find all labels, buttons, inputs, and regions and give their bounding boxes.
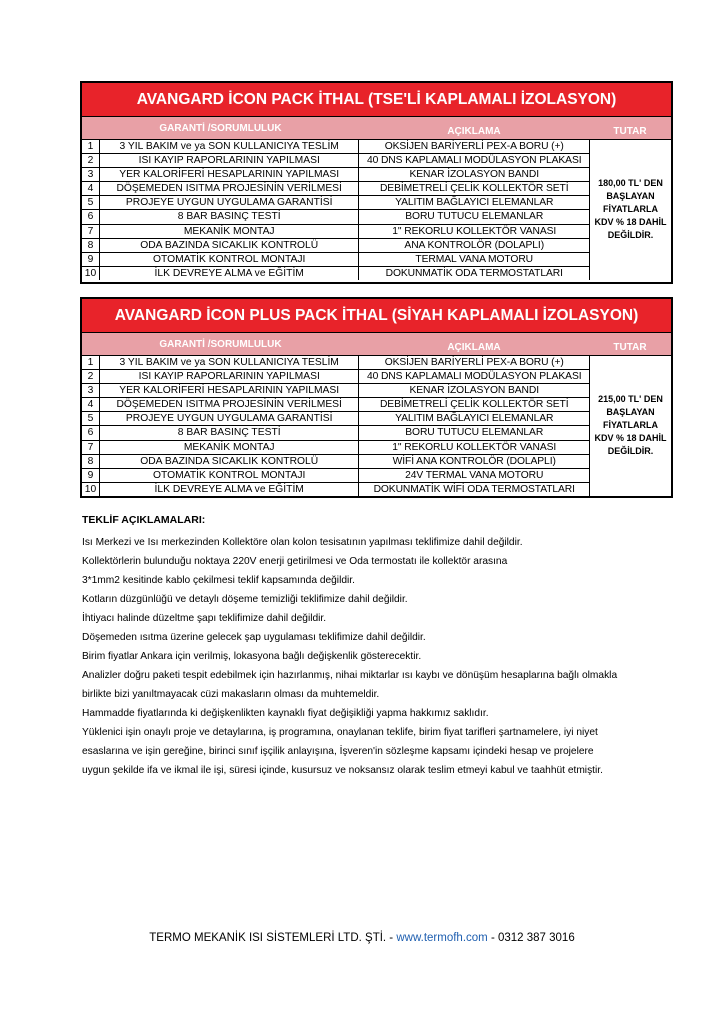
row-number: 3 xyxy=(82,168,100,181)
notes-title: TEKLİF AÇIKLAMALARI: xyxy=(82,514,206,526)
note-line: Hammadde fiyatlarında ki değişkenlikten kaynaklı fiyat değişikliği yapma hakkımız saklıdır. xyxy=(82,708,489,719)
footer-phone: - 0312 387 3016 xyxy=(490,932,575,944)
note-line: Yüklenici işin onaylı proje ve detaylarına, iş programına, onaylanan teklife, birim fiyat tarifleri şartnamelere, iyi niyet xyxy=(82,727,598,738)
footer-company: TERMO MEKANİK ISI SİSTEMLERİ LTD. ŞTİ. - xyxy=(149,932,394,944)
footer xyxy=(0,932,724,944)
row-number: 10 xyxy=(82,483,100,496)
footer-website-link[interactable]: www.termofh.com xyxy=(396,932,488,944)
price-cell: 180,00 TL' DEN BAŞLAYAN FİYATLARLA KDV % 18 DAHİL DEĞİLDİR. xyxy=(589,140,671,280)
row-warranty: DÖŞEMEDEN ISITMA PROJESİNİN VERİLMESİ xyxy=(100,182,359,195)
note-line: Kollektörlerin bulunduğu noktaya 220V enerji getirilmesi ve Oda termostatı ile kollektör arasına xyxy=(82,556,508,567)
row-description: TERMAL VANA MOTORU xyxy=(415,253,534,265)
table-row xyxy=(82,225,589,239)
table-row xyxy=(82,455,589,469)
row-warranty: ISI KAYIP RAPORLARININ YAPILMASI xyxy=(100,154,359,167)
row-number: 8 xyxy=(82,239,100,252)
table-row xyxy=(82,356,589,370)
note-line: Kotların düzgünlüğü ve detaylı döşeme temizliği teklifimize dahil değildir. xyxy=(82,594,408,605)
table-row xyxy=(82,469,589,483)
row-description: YALITIM BAĞLAYICI ELEMANLAR xyxy=(395,197,554,209)
header-price: TUTAR xyxy=(613,125,647,137)
table-header xyxy=(82,333,671,356)
row-number: 10 xyxy=(82,267,100,280)
table-row xyxy=(82,483,589,496)
row-warranty: DÖŞEMEDEN ISITMA PROJESİNİN VERİLMESİ xyxy=(100,398,359,411)
row-description: 24V TERMAL VANA MOTORU xyxy=(405,469,544,481)
header-description: AÇIKLAMA xyxy=(447,125,501,137)
row-description: BORU TUTUCU ELEMANLAR xyxy=(405,211,544,223)
row-description: 1" REKORLU KOLLEKTÖR VANASI xyxy=(392,441,557,453)
table-header xyxy=(82,117,671,140)
row-description: 1" REKORLU KOLLEKTÖR VANASI xyxy=(392,225,557,237)
row-number: 5 xyxy=(82,196,100,209)
row-warranty: YER KALORİFERİ HESAPLARININ YAPILMASI xyxy=(100,168,359,181)
package-table-icon-pack xyxy=(80,81,673,284)
table-row xyxy=(82,398,589,412)
table-rows xyxy=(82,140,589,280)
row-warranty: İLK DEVREYE ALMA ve EĞİTİM xyxy=(100,483,359,496)
table-row xyxy=(82,239,589,253)
row-description: 40 DNS KAPLAMALI MODÜLASYON PLAKASI xyxy=(366,371,582,383)
row-description: OKSİJEN BARİYERLİ PEX-A BORU (+) xyxy=(384,141,564,152)
row-warranty: MEKANİK MONTAJ xyxy=(100,225,359,238)
note-line: birlikte bizi yanıltmayacak cüzi makasların olması da muhtemeldir. xyxy=(82,689,380,700)
table-row xyxy=(82,182,589,196)
table-row xyxy=(82,267,589,280)
offer-notes xyxy=(82,514,682,780)
row-description: OKSİJEN BARİYERLİ PEX-A BORU (+) xyxy=(384,357,564,368)
note-line: Analizler doğru paketi tespit edebilmek için hazırlanmış, nihai miktarlar ısı kaybı ve dönüşüm hesaplarına bağlı olmakla xyxy=(82,670,618,681)
row-warranty: ODA BAZINDA SICAKLIK KONTROLÜ xyxy=(100,239,359,252)
row-warranty: İLK DEVREYE ALMA ve EĞİTİM xyxy=(100,267,359,280)
header-warranty: GARANTİ /SORUMLULUK xyxy=(159,122,282,134)
row-warranty: ISI KAYIP RAPORLARININ YAPILMASI xyxy=(100,370,359,383)
row-description: KENAR İZOLASYON BANDI xyxy=(409,385,539,397)
note-line: esaslarına ve işin gereğine, birinci sınıf işçilik anlayışına, İşveren'in sözleşme kapsamı içindeki hesap ve projelere xyxy=(82,746,594,757)
row-number: 5 xyxy=(82,412,100,425)
row-number: 3 xyxy=(82,384,100,397)
row-number: 9 xyxy=(82,469,100,482)
row-description: DOKUNMATİK WİFİ ODA TERMOSTATLARI xyxy=(373,483,575,495)
table-row xyxy=(82,140,589,154)
package-title: AVANGARD İCON PLUS PACK İTHAL (SİYAH KAPLAMALI İZOLASYON) xyxy=(82,299,671,333)
row-number: 6 xyxy=(82,210,100,223)
row-warranty: OTOMATİK KONTROL MONTAJI xyxy=(100,469,359,482)
row-number: 8 xyxy=(82,455,100,468)
note-line: 3*1mm2 kesitinde kablo çekilmesi teklif kapsamında değildir. xyxy=(82,575,355,586)
table-row xyxy=(82,210,589,224)
row-warranty: ODA BAZINDA SICAKLIK KONTROLÜ xyxy=(100,455,359,468)
row-warranty: 8 BAR BASINÇ TESTİ xyxy=(100,210,359,223)
package-title: AVANGARD İCON PACK İTHAL (TSE'Lİ KAPLAMALI İZOLASYON) xyxy=(82,83,671,117)
table-row xyxy=(82,154,589,168)
row-warranty: PROJEYE UYGUN UYGULAMA GARANTİSİ xyxy=(100,412,359,425)
row-number: 1 xyxy=(82,140,100,153)
row-number: 4 xyxy=(82,182,100,195)
row-description: YALITIM BAĞLAYICI ELEMANLAR xyxy=(395,413,554,425)
package-table-icon-plus-pack xyxy=(80,297,673,498)
row-number: 2 xyxy=(82,154,100,167)
row-warranty: OTOMATİK KONTROL MONTAJI xyxy=(100,253,359,266)
note-line: Isı Merkezi ve Isı merkezinden Kollektöre olan kolon tesisatının yapılması teklifimize dahil değildir. xyxy=(82,537,523,548)
row-warranty: YER KALORİFERİ HESAPLARININ YAPILMASI xyxy=(100,384,359,397)
row-number: 9 xyxy=(82,253,100,266)
table-row xyxy=(82,253,589,267)
row-warranty: 8 BAR BASINÇ TESTİ xyxy=(100,426,359,439)
row-number: 4 xyxy=(82,398,100,411)
price-cell: 215,00 TL' DEN BAŞLAYAN FİYATLARLA KDV % 18 DAHİL DEĞİLDİR. xyxy=(589,356,671,496)
table-row xyxy=(82,426,589,440)
row-number: 7 xyxy=(82,225,100,238)
note-line: Döşemeden ısıtma üzerine gelecek şap uygulaması teklifimize dahil değildir. xyxy=(82,632,426,643)
row-warranty: MEKANİK MONTAJ xyxy=(100,441,359,454)
note-line: İhtiyacı halinde düzeltme şapı teklifimize dahil değildir. xyxy=(82,613,327,624)
table-row xyxy=(82,412,589,426)
row-description: ANA KONTROLÖR (DOLAPLI) xyxy=(404,239,545,251)
note-line: Birim fiyatlar Ankara için verilmiş, lokasyona bağlı değişkenlik gösterecektir. xyxy=(82,651,422,662)
table-rows xyxy=(82,356,589,496)
table-row xyxy=(82,168,589,182)
row-warranty: 3 YIL BAKIM ve ya SON KULLANICIYA TESLİM xyxy=(100,356,359,369)
note-line: uygun şekilde ifa ve ikmal ile işi, süresi içinde, kusursuz ve noksansız olarak teslim etmeyi kabul ve taahhüt etmiştir. xyxy=(82,765,603,776)
row-number: 1 xyxy=(82,356,100,369)
row-warranty: 3 YIL BAKIM ve ya SON KULLANICIYA TESLİM xyxy=(100,140,359,153)
table-row xyxy=(82,196,589,210)
row-number: 7 xyxy=(82,441,100,454)
header-description: AÇIKLAMA xyxy=(447,341,501,353)
row-description: WİFİ ANA KONTROLÖR (DOLAPLI) xyxy=(392,455,556,467)
table-row xyxy=(82,441,589,455)
row-number: 6 xyxy=(82,426,100,439)
table-row xyxy=(82,370,589,384)
row-description: BORU TUTUCU ELEMANLAR xyxy=(405,427,544,439)
header-price: TUTAR xyxy=(613,341,647,353)
row-description: DOKUNMATİK ODA TERMOSTATLARI xyxy=(385,267,563,279)
table-row xyxy=(82,384,589,398)
header-warranty: GARANTİ /SORUMLULUK xyxy=(159,338,282,350)
row-description: 40 DNS KAPLAMALI MODÜLASYON PLAKASI xyxy=(366,155,582,167)
row-description: DEBİMETRELİ ÇELİK KOLLEKTÖR SETİ xyxy=(379,399,569,411)
row-description: KENAR İZOLASYON BANDI xyxy=(409,169,539,181)
row-number: 2 xyxy=(82,370,100,383)
row-description: DEBİMETRELİ ÇELİK KOLLEKTÖR SETİ xyxy=(379,183,569,195)
row-warranty: PROJEYE UYGUN UYGULAMA GARANTİSİ xyxy=(100,196,359,209)
